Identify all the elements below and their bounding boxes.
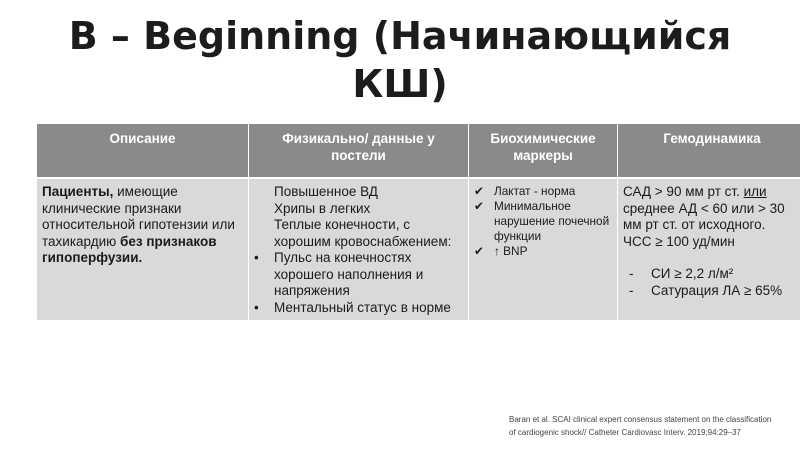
cell-description xyxy=(37,178,249,320)
hemo-sbp xyxy=(623,184,800,201)
hemo-map: среднее АД < 60 или > 30 мм рт ст. от исходного. xyxy=(623,200,785,232)
list-item-text: Хрипы в легких xyxy=(274,200,371,216)
list-item xyxy=(623,283,800,300)
list-item-text: Минимальное нарушение почечной функции xyxy=(494,199,610,243)
page-title xyxy=(0,12,800,108)
bullet-marker: • xyxy=(254,250,259,265)
reference-line-1: Baran et al. SCAI clinical expert consensus statement on the classification xyxy=(509,415,772,424)
list-item-text: ↑ BNP xyxy=(494,244,528,258)
table-header-row xyxy=(37,124,800,178)
classification-table xyxy=(37,124,785,320)
list-item xyxy=(474,184,612,199)
title-line-1: B – Beginning (Начинающийся xyxy=(68,14,732,58)
biochem-list xyxy=(474,184,612,259)
reference-citation xyxy=(509,413,794,439)
cell-hemodynamics xyxy=(618,178,800,320)
description-bold-2: без признаков гипоперфузии. xyxy=(42,233,217,265)
bullet-marker: • xyxy=(254,299,259,315)
description-bold-1: Пациенты, xyxy=(42,184,114,199)
header-hemodynamics: Гемодинамика xyxy=(618,124,800,178)
table-row xyxy=(37,178,800,320)
hemo-list xyxy=(623,266,800,299)
list-item xyxy=(254,184,463,201)
dash-marker: - xyxy=(629,266,634,281)
list-item xyxy=(623,266,800,283)
hemo-hr: ЧСС ≥ 100 уд/мин xyxy=(623,233,735,249)
checkmark-icon: ✔ xyxy=(474,244,484,258)
hemo-or: или xyxy=(743,184,767,199)
checkmark-icon: ✔ xyxy=(474,184,484,198)
header-physical: Физикально/ данные у постели xyxy=(249,124,469,178)
list-item-text: Лактат - норма xyxy=(494,184,576,198)
header-description: Описание xyxy=(37,124,249,178)
list-item-text: Теплые конечности, с хорошим кровоснабжением: xyxy=(274,217,452,249)
list-item xyxy=(474,199,612,244)
physical-list xyxy=(254,184,463,316)
cell-biochem xyxy=(469,178,618,320)
description-text-1: имеющие клинические признаки относительной гипотензии или тахикардию xyxy=(42,184,235,249)
list-item xyxy=(254,201,463,218)
dash-marker: - xyxy=(629,282,634,298)
list-item-text: СИ ≥ 2,2 л/м² xyxy=(651,266,734,281)
list-item xyxy=(254,217,463,250)
list-item-text: Ментальный статус в норме xyxy=(274,299,451,315)
list-item xyxy=(254,250,463,300)
list-item-text: Пульс на конечностях хорошего наполнения и напряжения xyxy=(274,250,424,298)
checkmark-icon: ✔ xyxy=(474,199,484,213)
list-item-text: Повышенное ВД xyxy=(274,184,378,199)
cell-physical xyxy=(249,178,469,320)
list-item-text: Сатурация ЛА ≥ 65% xyxy=(651,282,783,298)
reference-line-2: of cardiogenic shock// Catheter Cardiovasc Interv. 2019;94:29–37 xyxy=(509,428,741,437)
header-biochem: Биохимические маркеры xyxy=(469,124,618,178)
hemo-sbp-text: САД > 90 мм рт ст. xyxy=(623,184,740,199)
list-item xyxy=(254,300,463,317)
list-item xyxy=(474,244,612,259)
title-line-2: КШ) xyxy=(352,62,448,106)
